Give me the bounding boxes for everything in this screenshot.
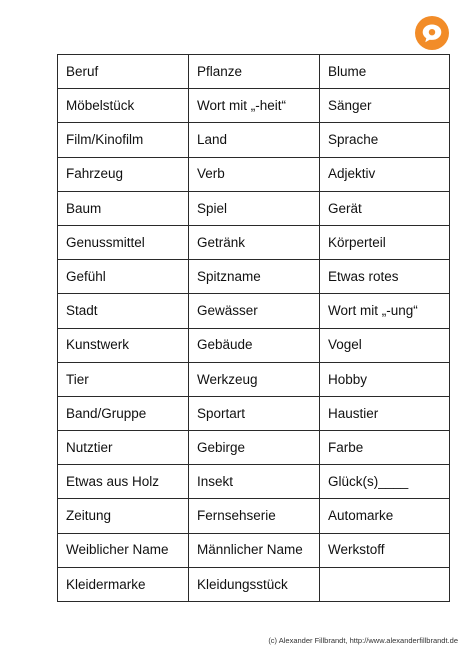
category-cell: Tier: [58, 362, 189, 396]
category-cell: Vogel: [320, 328, 450, 362]
table-row: [58, 499, 450, 533]
category-cell: Verb: [189, 157, 320, 191]
category-cell: Werkstoff: [320, 533, 450, 567]
category-cell: Stadt: [58, 294, 189, 328]
category-cell: Automarke: [320, 499, 450, 533]
category-cell: Kunstwerk: [58, 328, 189, 362]
category-cell: Kleidermarke: [58, 567, 189, 601]
category-cell: Glück(s)____: [320, 465, 450, 499]
category-cell: Spitzname: [189, 260, 320, 294]
category-cell: Sportart: [189, 396, 320, 430]
speech-bubble-logo-icon: [414, 15, 450, 51]
category-cell: Baum: [58, 191, 189, 225]
table-row: [58, 533, 450, 567]
table-row: [58, 191, 450, 225]
category-cell: Sänger: [320, 89, 450, 123]
table-row: [58, 328, 450, 362]
category-cell: Film/Kinofilm: [58, 123, 189, 157]
category-cell: Spiel: [189, 191, 320, 225]
category-cell: [320, 567, 450, 601]
table-row: [58, 567, 450, 601]
table-row: [58, 396, 450, 430]
table-row: [58, 431, 450, 465]
table-row: [58, 362, 450, 396]
category-cell: Männlicher Name: [189, 533, 320, 567]
category-cell: Gebirge: [189, 431, 320, 465]
category-cell: Genussmittel: [58, 225, 189, 259]
table-row: [58, 157, 450, 191]
category-cell: Etwas aus Holz: [58, 465, 189, 499]
word-category-table: [57, 54, 450, 602]
category-cell: Blume: [320, 55, 450, 89]
category-cell: Band/Gruppe: [58, 396, 189, 430]
category-cell: Farbe: [320, 431, 450, 465]
category-cell: Werkzeug: [189, 362, 320, 396]
category-cell: Hobby: [320, 362, 450, 396]
category-cell: Haustier: [320, 396, 450, 430]
category-cell: Wort mit „-ung“: [320, 294, 450, 328]
category-cell: Nutztier: [58, 431, 189, 465]
category-cell: Gewässer: [189, 294, 320, 328]
category-cell: Beruf: [58, 55, 189, 89]
table-row: [58, 225, 450, 259]
category-cell: Gefühl: [58, 260, 189, 294]
category-cell: Etwas rotes: [320, 260, 450, 294]
table-row: [58, 294, 450, 328]
table-row: [58, 89, 450, 123]
category-cell: Weiblicher Name: [58, 533, 189, 567]
category-cell: Fahrzeug: [58, 157, 189, 191]
table-row: [58, 55, 450, 89]
category-cell: Wort mit „-heit“: [189, 89, 320, 123]
category-cell: Getränk: [189, 225, 320, 259]
category-cell: Land: [189, 123, 320, 157]
table-body: [58, 55, 450, 602]
category-cell: Adjektiv: [320, 157, 450, 191]
category-cell: Fernsehserie: [189, 499, 320, 533]
category-cell: Insekt: [189, 465, 320, 499]
category-cell: Pflanze: [189, 55, 320, 89]
table-row: [58, 123, 450, 157]
category-cell: Körperteil: [320, 225, 450, 259]
category-cell: Zeitung: [58, 499, 189, 533]
category-cell: Gerät: [320, 191, 450, 225]
category-cell: Möbelstück: [58, 89, 189, 123]
table-row: [58, 465, 450, 499]
table-row: [58, 260, 450, 294]
category-cell: Sprache: [320, 123, 450, 157]
copyright-footer: (c) Alexander Fillbrandt, http://www.alexanderfillbrandt.de: [268, 636, 458, 645]
category-cell: Gebäude: [189, 328, 320, 362]
category-cell: Kleidungsstück: [189, 567, 320, 601]
